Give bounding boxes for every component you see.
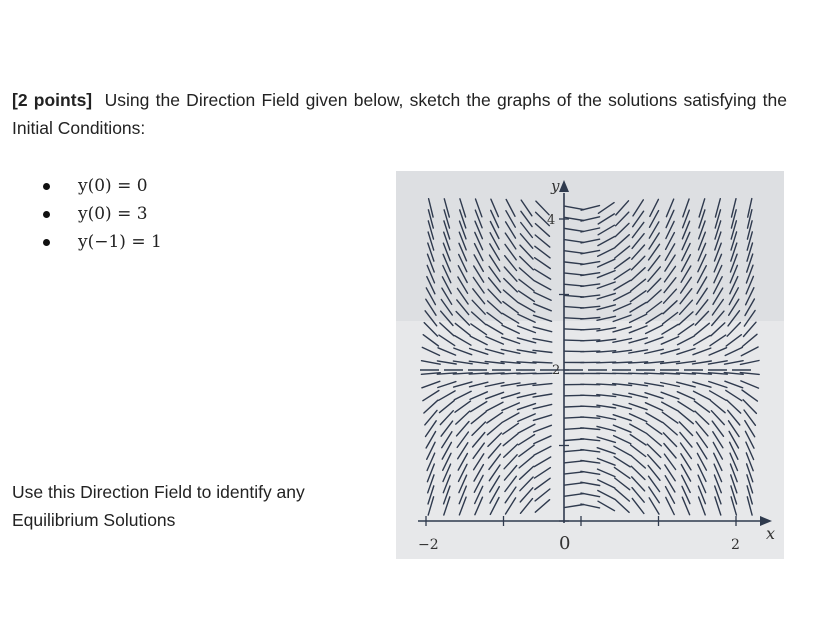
tick-label-y-2: 2 bbox=[552, 363, 561, 378]
slope-segment bbox=[533, 362, 552, 363]
slope-segment bbox=[581, 406, 600, 407]
problem-statement bbox=[12, 86, 787, 142]
initial-condition-1: y(0) = 0 bbox=[40, 172, 162, 200]
tick-label-x-neg2: −2 bbox=[418, 537, 439, 553]
tick-label-y-4: 4 bbox=[547, 213, 556, 228]
initial-condition-2: y(0) = 3 bbox=[40, 200, 162, 228]
direction-field-photo bbox=[396, 171, 784, 559]
points-label: [2 points] bbox=[12, 90, 93, 110]
tick-label-x-0: 0 bbox=[559, 533, 571, 554]
problem-prompt: Using the Direction Field given below, sketch the graphs of the solutions satisfying the Initial Conditions: bbox=[12, 90, 787, 138]
initial-conditions-list bbox=[40, 172, 162, 256]
equilibrium-instruction: Use this Direction Field to identify any Equilibrium Solutions bbox=[12, 482, 305, 530]
slope-segment bbox=[581, 340, 600, 341]
paper-shadow bbox=[396, 171, 784, 321]
y-axis-label: y bbox=[551, 177, 560, 195]
direction-field-figure bbox=[396, 171, 784, 559]
tick-label-x-2: 2 bbox=[731, 537, 740, 553]
initial-condition-3: y(−1) = 1 bbox=[40, 228, 162, 256]
x-axis-label: x bbox=[766, 524, 776, 543]
